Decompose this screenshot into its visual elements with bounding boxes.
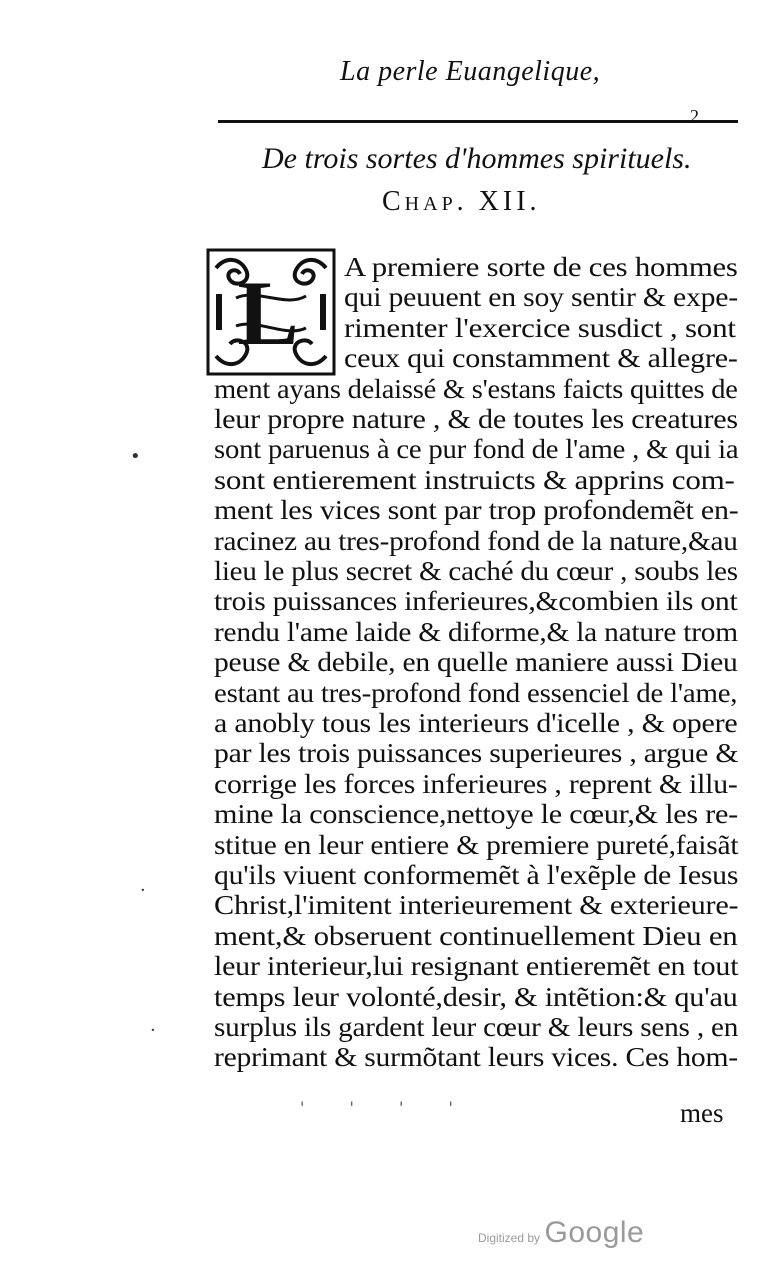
text-line: par les trois puissances superieures , argue & [214, 738, 739, 769]
text-line: rendu l'ame laide & diforme,& la nature trom [214, 616, 738, 647]
ornamental-dropcap-icon [206, 248, 336, 376]
text-line: qu'ils viuent conformemẽt à l'exẽple de Iesus [214, 860, 739, 890]
signature-mark: 2 [690, 106, 699, 126]
text-line: sont paruenus à ce pur fond de l'ame , & qui ia [214, 434, 739, 465]
text-line: rimenter l'exercice susdict , sont [344, 312, 736, 343]
text-line: reprimant & surmõtant leurs vices. Ces hom- [214, 1042, 738, 1073]
text-line: surplus ils gardent leur cœur & leurs sens , en [214, 1012, 739, 1042]
watermark-small: Digitized by [478, 1231, 541, 1245]
catchword: mes [680, 1098, 724, 1128]
text-line: Christ,l'imitent interieurement & exterieure- [214, 890, 739, 921]
dropcap-letter: L [237, 262, 299, 364]
text-line: estant au tres-profond fond essenciel de l'ame, [214, 677, 738, 708]
text-line: qui peuuent en soy sentir & expe- [344, 282, 738, 313]
header-rule [218, 120, 738, 123]
text-line: sont entierement instruicts & apprins com- [214, 464, 735, 495]
running-head: La perle Euangelique, [340, 56, 601, 87]
text-line: ceux qui constamment & allegre- [344, 343, 738, 374]
text-line: a anobly tous les interieurs d'icelle , & opere [214, 708, 738, 738]
text-line: temps leur volonté,desir, & intẽtion:& qu'au [214, 981, 738, 1012]
footer-mark: ' ' ' ' [300, 1098, 473, 1117]
margin-mark: • [130, 446, 141, 467]
chapter-number: Chap. XII. [382, 186, 541, 217]
chapter-heading: De trois sortes d'hommes spirituels. [262, 142, 692, 175]
text-line: peuse & debile, en quelle maniere aussi Dieu [214, 647, 738, 678]
text-line: lieu le plus secret & caché du cœur , soubs les [214, 556, 738, 586]
text-line: racinez au tres-profond fond de la nature,&au [214, 525, 738, 556]
google-watermark [478, 1216, 644, 1250]
text-line: ment ayans delaissé & s'estans faicts quittes de [214, 373, 738, 404]
text-line: corrige les forces inferieures , reprent & illu- [214, 768, 738, 799]
margin-mark: · [150, 1020, 156, 1041]
text-line: stitue en leur entiere & premiere pureté,faisãt [214, 829, 739, 860]
text-line: A premiere sorte de ces hommes [344, 252, 738, 282]
text-line: ment,& obseruent continuellement Dieu en [214, 920, 738, 951]
text-line: leur interieur,lui resignant entieremẽt en tout [214, 951, 739, 982]
text-line: trois puissances inferieures,&combien ils ont [214, 586, 738, 617]
watermark-logo: Google [544, 1216, 645, 1249]
text-line: ment les vices sont par trop profondemẽt en- [214, 495, 739, 526]
text-line: leur propre nature , & de toutes les creatures [214, 404, 738, 434]
text-line: mine la conscience,nettoye le cœur,& les re- [214, 799, 738, 830]
margin-mark: · [140, 880, 146, 901]
